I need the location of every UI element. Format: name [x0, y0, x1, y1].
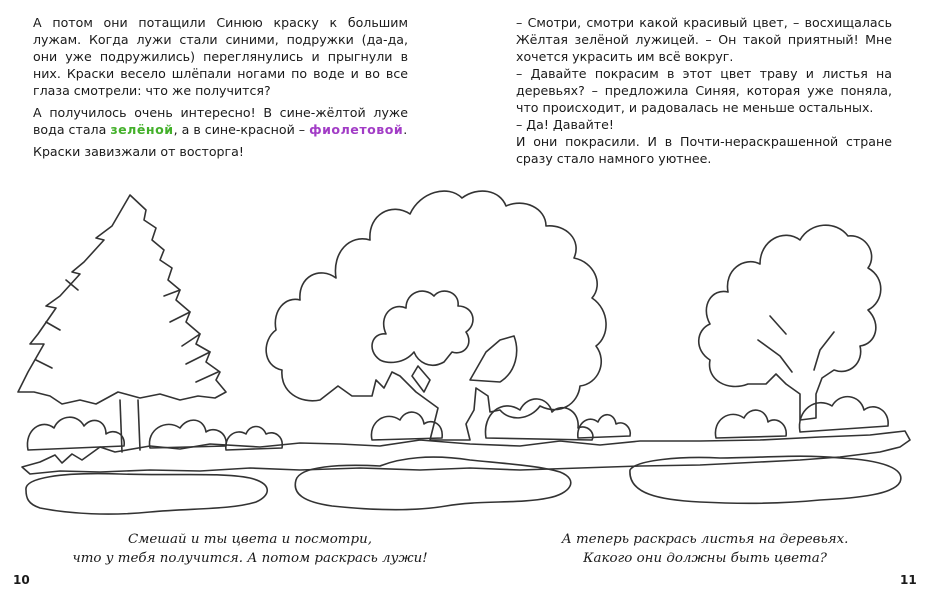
left-page-text	[33, 14, 408, 165]
story-paragraph: А потом они потащили Синюю краску к большим лужам. Когда лужи стали синими, подружки (да-да, они уже подружились) переглянулись и прыгнули в них. Краски весело шлёпали ногами по воде и во все глаза смотрели: что же получится?	[33, 15, 408, 98]
caption-line: что у тебя получится. А потом раскрась лужи!	[72, 551, 428, 566]
caption-line: А теперь раскрась листья на деревьях.	[561, 532, 849, 547]
colors-text-after: .	[403, 122, 408, 137]
puddle-middle[interactable]	[295, 457, 571, 510]
bushes-right[interactable]	[715, 397, 888, 438]
bushes-middle[interactable]	[371, 399, 630, 440]
puddle-left[interactable]	[26, 474, 267, 514]
story-paragraph: – Давайте покрасим в этот цвет траву и листья на деревьях? – предложила Синяя, которая уже поняла, что происходит, и радовалась не меньше остальных.	[516, 66, 892, 115]
right-tree[interactable]	[699, 225, 881, 420]
left-caption	[60, 530, 440, 568]
colors-text-middle: , а в сине-красной –	[173, 122, 310, 137]
story-paragraph: И они покрасили. И в Почти-нераскрашенной стране сразу стало намного уютнее.	[516, 134, 892, 166]
story-paragraph: – Да! Давайте!	[516, 117, 614, 132]
right-page-text	[516, 14, 892, 167]
caption-line: Какого они должны быть цвета?	[583, 551, 827, 566]
coloring-illustration[interactable]	[0, 180, 932, 515]
story-paragraph: – Смотри, смотри какой красивый цвет, – восхищалась Жёлтая зелёной лужицей. – Он такой приятный! Мне хочется украсить им всё вокруг.	[516, 15, 892, 64]
caption-line: Смешай и ты цвета и посмотри,	[128, 532, 372, 547]
ground-line	[22, 431, 910, 474]
big-tree[interactable]	[266, 191, 606, 440]
violet-word: фиолетовой	[309, 122, 404, 137]
right-caption	[505, 530, 905, 568]
fir-tree[interactable]	[18, 195, 226, 452]
story-paragraph: Краски завизжали от восторга!	[33, 144, 244, 159]
page-number-left: 10	[13, 573, 30, 587]
colors-paragraph	[33, 104, 408, 138]
page-number-right: 11	[900, 573, 917, 587]
green-word: зелёной	[110, 122, 174, 137]
puddle-right[interactable]	[630, 456, 901, 503]
colors-text-before: А получилось очень интересно! В сине-жёлтой луже вода стала	[33, 105, 408, 137]
bushes-left[interactable]	[27, 417, 282, 450]
